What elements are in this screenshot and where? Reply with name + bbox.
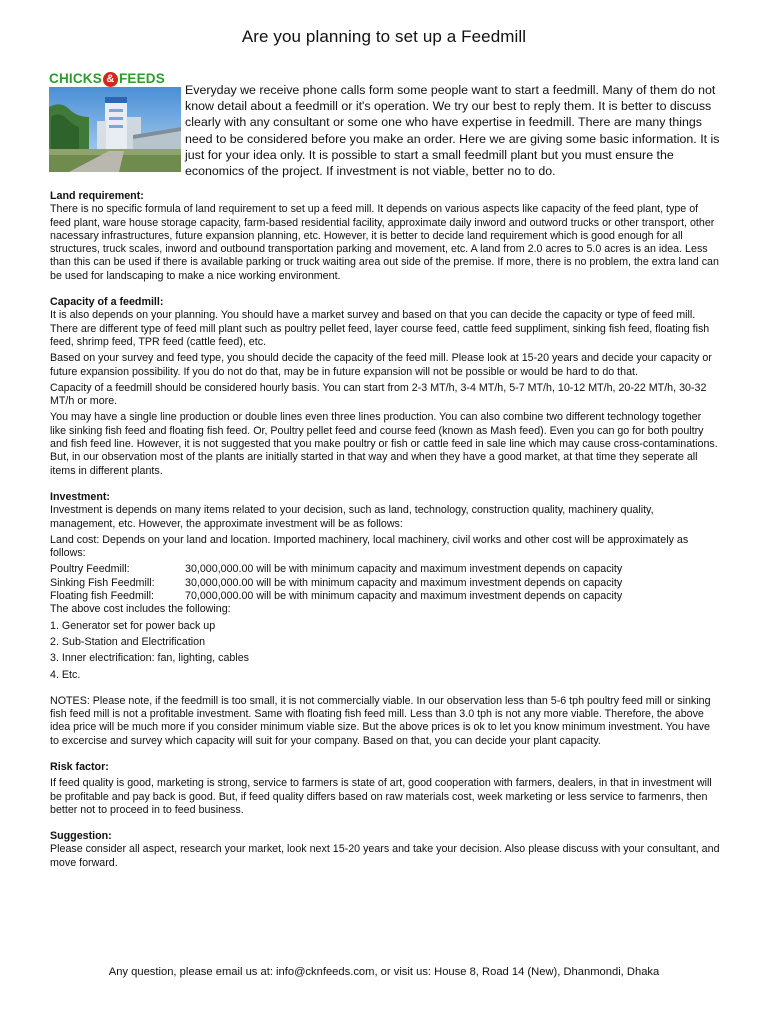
logo-ampersand: &: [103, 72, 118, 87]
list-item: 1. Generator set for power back up: [50, 619, 216, 632]
logo-word-right: FEEDS: [118, 71, 165, 86]
contact-footer: Any question, please email us at: info@cknfeeds.com, or visit us: House 8, Road 14 (New), Dhanmondi, Dhaka: [108, 966, 660, 978]
notes-paragraph: NOTES: Please note, if the feedmill is too small, it is not commercially viable. In our observation less than 5-6 tph poultry feed mill or sinking fish feed mill is not a profitable investment. Same with floating fish feed mill. Less than 3.0 tph is not any more viable. Therefore, the above idea price will be much more if you consider minimum viable size. But the above prices is ok to let you know minimum investment. You have to excercise and survey which capacity will suit for your company. Based on that, you can decide your plant capacity.: [50, 694, 711, 747]
capacity-paragraph-3: Capacity of a feedmill should be considered hourly basis. You can start from 2-3 MT/h, 3-4 MT/h, 5-7 MT/h, 10-12 MT/h, 20-22 MT/h, 30-32 MT/h or more.: [50, 381, 707, 408]
risk-text: If feed quality is good, marketing is strong, service to farmers is state of art, good cooperation with farmers, dealers, in that in investment will be profitable and pay back is good. But, if feed quality differs based on raw materials cost, week marketing or less service to farmenrs, then better not to proceed in to feed business.: [50, 777, 712, 816]
list-item: 4. Etc.: [50, 668, 81, 681]
list-item: 3. Inner electrification: fan, lighting, cables: [50, 652, 250, 665]
feedmill-building-photo: [49, 87, 181, 172]
document-body: [50, 190, 720, 870]
investment-row-value: 30,000,000.00 will be with minimum capacity and maximum investment depends on capacity: [185, 576, 623, 589]
land-heading: Land requirement:: [50, 190, 144, 202]
investment-row: [50, 577, 720, 590]
capacity-heading: Capacity of a feedmill:: [50, 296, 164, 309]
capacity-paragraph-1: It is also depends on your planning. You should have a market survey and based on that you can decide the capacity or type of feed mill. There are different type of feed mill plant such as poultry pellet feed, layer course feed, cattle feed suppliment, sinking fish feed, floating fish feed, shrimp feed, TPR feed (cattle feed), etc.: [50, 309, 710, 348]
investment-row-label: Sinking Fish Feedmill:: [50, 576, 155, 589]
investment-row-value: 70,000,000.00 will be with minimum capacity and maximum investment depends on capacity: [185, 590, 623, 603]
investment-row-value: 30,000,000.00 will be with minimum capacity and maximum investment depends on capacity: [185, 563, 623, 576]
investment-row-label: Poultry Feedmill:: [50, 563, 130, 576]
intro-paragraph: [185, 82, 720, 179]
investment-paragraph-2: Land cost: Depends on your land and location. Imported machinery, local machinery, civil works and other cost will be approximately as follows:: [50, 533, 689, 560]
company-logo: [49, 70, 181, 172]
suggestion-heading: Suggestion:: [50, 830, 112, 843]
investment-row: [50, 563, 720, 576]
investment-includes: The above cost includes the following:: [50, 603, 231, 616]
investment-paragraph-1: Investment is depends on many items related to your decision, such as land, technology, construction quality, machinery quality, management, etc. However, the approximate investment will be as follows:: [50, 504, 654, 530]
investment-heading: Investment:: [50, 490, 110, 503]
investment-row-label: Floating fish Feedmill:: [50, 590, 154, 603]
list-item: 2. Sub-Station and Electrification: [50, 635, 206, 648]
capacity-paragraph-2: Based on your survey and feed type, you should decide the capacity of the feed mill. Please look at 15-20 years and decide your capacity or future expansion possibility. If you do not do that, may be in future expansion will not be possible or would be hard to do that.: [50, 352, 712, 378]
risk-heading: Risk factor:: [50, 760, 109, 773]
investment-row: [50, 590, 720, 603]
logo-word-left: CHICKS: [49, 71, 102, 86]
page-title: Are you planning to set up a Feedmill: [241, 27, 527, 46]
suggestion-text: Please consider all aspect, research your market, look next 15-20 years and take your decision. Also please discuss with your consultant, and move forward.: [50, 843, 720, 869]
capacity-paragraph-4: You may have a single line production or double lines even three lines production. You can also combine two different technology together like sinking fish feed and floating fish feed. Or, Poultry pellet feed and course feed (known as Mash feed). Even you can go for both poultry and fish feed line. However, it is not suggested that you make poultry or fish or cattle feed in sale line which may cause cross-contaminations. But, in our observation most of the plants are initially started in that way and when they have a good market, at that time they seperate all items in different plants.: [50, 411, 718, 477]
logo-wordmark: [49, 70, 181, 87]
intro-text: Everyday we receive phone calls form some people want to start a feedmill. Many of them do not know detail about a feedmill or it's operation. We try our best to reply them. It is better to discuss clearly with any consultant or some one who have expertise in feedmill. There are many things need to be considered before you make an order. Here we are giving some basic information. It is just for your idea only. It is possible to start a small feedmill plant but you must ensure the economics of the project. If investment is not viable, better no to do.: [185, 83, 720, 179]
land-text: There is no specific formula of land requirement to set up a feed mill. It depends on various aspects like capacity of the feed plant, type of feed plant, ware house storage capacity, farm-based residential facility, approximate daily inword and outword trucks or other transport, other nacessary infrastructures, future expansion planning, etc. However, it is better to decide land requirement which is good enough for all structures, truck scales, inword and outbound transportation parking and movement, etc. A land from 2.0 acres to 5.0 acres is an idea. Less than this can be used if there is available parking or truck waiting area out side of the premise. If more, there is no problem, the extra land can be used for landscaping to make a nice working environment.: [50, 203, 719, 282]
